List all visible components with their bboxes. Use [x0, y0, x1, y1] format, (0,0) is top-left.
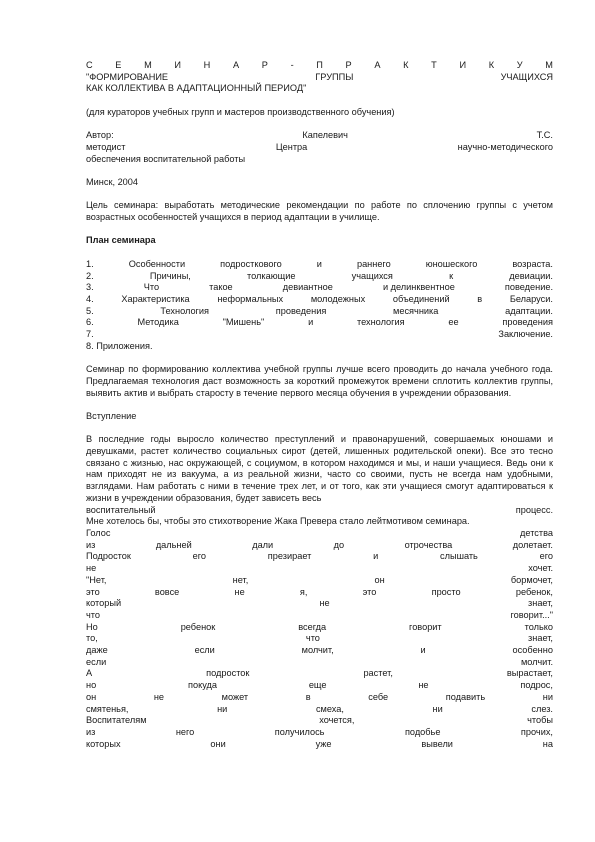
- section-heading: Вступление: [86, 410, 137, 421]
- poem-word: бормочет,: [510, 574, 553, 585]
- plan-item-word: 2.: [86, 270, 94, 281]
- title-letter: М: [144, 60, 152, 70]
- poem-line: [86, 727, 553, 739]
- author-word: методист: [86, 141, 126, 152]
- plan-heading: План семинара: [86, 235, 156, 246]
- poem-word: даже: [86, 645, 108, 656]
- poem-line: [86, 633, 553, 645]
- plan-item-word: Технология: [160, 305, 210, 316]
- poem-word: и: [420, 645, 426, 656]
- poem-word: всегда: [298, 621, 327, 632]
- poem-line: [86, 645, 553, 657]
- title-letter: Р: [261, 60, 268, 70]
- poem-word: не: [234, 586, 245, 597]
- plan-item-word: юношеского: [425, 258, 478, 269]
- poem-word: вырастает,: [506, 668, 553, 679]
- poem-word: он: [374, 574, 385, 585]
- plan-item-word: 7.: [86, 329, 94, 340]
- poem-word: хочет.: [528, 563, 553, 574]
- poem-word: и: [373, 551, 379, 562]
- plan-item-word: объединений: [392, 293, 450, 304]
- poem-word: только: [524, 621, 553, 632]
- poem-line: [86, 739, 553, 751]
- poem-word: ребенок: [180, 621, 216, 632]
- plan-item-word: Беларуси.: [509, 293, 553, 304]
- poem-word: слышать: [440, 551, 478, 562]
- poem-line: [86, 715, 553, 727]
- title-word: "ФОРМИРОВАНИЕ: [86, 71, 169, 82]
- title-letter: Р: [345, 60, 352, 70]
- poem-line: [86, 575, 553, 587]
- poem-line: [86, 610, 553, 622]
- place-year: Минск, 2004: [86, 176, 139, 187]
- plan-item-word: Методика: [137, 317, 179, 328]
- plan-list: [86, 259, 553, 341]
- poem-word: детства: [520, 527, 553, 538]
- poem-word: в: [305, 691, 311, 702]
- poem-word: что: [305, 633, 320, 644]
- plan-item-word: 6.: [86, 317, 94, 328]
- poem-word: подрос,: [520, 680, 553, 691]
- poem-word: Воспитателям: [86, 715, 147, 726]
- poem-line: [86, 622, 553, 634]
- plan-item-word: толкающие: [247, 270, 296, 281]
- title-line-2: [86, 72, 553, 84]
- plan-item-word: Особенности: [128, 258, 186, 269]
- title-letter: М: [545, 60, 553, 70]
- title-letter: -: [290, 60, 294, 70]
- poem-word: они: [210, 738, 226, 749]
- plan-item: [86, 317, 553, 329]
- poem-line: [86, 563, 553, 575]
- poem-word: до: [333, 539, 345, 550]
- poem-word: это: [362, 586, 377, 597]
- plan-item-word: поведение.: [504, 282, 553, 293]
- title-letter: Е: [115, 60, 122, 70]
- plan-item-word: месячника: [393, 305, 439, 316]
- poem-word: "Нет,: [86, 574, 107, 585]
- title-letter: А: [374, 60, 381, 70]
- poem-word: если: [86, 656, 107, 667]
- poem-word: чтобы: [527, 715, 553, 726]
- poem-word: покуда: [188, 680, 217, 691]
- title-letter: С: [86, 60, 93, 70]
- title-letter: И: [174, 60, 182, 70]
- poem-word: из: [86, 539, 96, 550]
- poem-word: говорит...": [510, 609, 553, 620]
- poem-word: вывели: [421, 738, 453, 749]
- author-line-1: [86, 130, 553, 142]
- poem-word: Подросток: [86, 551, 131, 562]
- poem-word: отрочества: [404, 539, 453, 550]
- poem-line: [86, 540, 553, 552]
- author-word: Капелевич: [302, 130, 348, 141]
- plan-item-word: Заключение.: [498, 329, 553, 340]
- document-page: [86, 60, 553, 750]
- title-word: ГРУППЫ: [315, 71, 354, 82]
- poem-word: подросток: [206, 668, 250, 679]
- poem-word: молчит,: [301, 645, 334, 656]
- plan-item: [86, 271, 553, 283]
- plan-item-word: и делинквентное: [382, 282, 455, 293]
- author-line-2: [86, 142, 553, 154]
- plan-item: [86, 306, 553, 318]
- plan-item-word: 4.: [86, 293, 94, 304]
- poem-word: не: [418, 680, 429, 691]
- poem-word: который: [86, 598, 122, 609]
- poem-word: подавить: [445, 691, 486, 702]
- seminar-goal: Цель семинара: выработать методические рекомендации по работе по сплочению группы с учетом возрастных особенностей учащихся в период адаптации в училище.: [86, 200, 553, 223]
- body-word: воспитательный: [86, 504, 156, 515]
- poem-word: не: [319, 598, 330, 609]
- poem-word: но: [86, 680, 97, 691]
- plan-item-word: учащихся: [351, 270, 393, 281]
- plan-item-word: "Мишень": [222, 317, 265, 328]
- plan-item-word: девиантное: [282, 282, 333, 293]
- title-line-3: КАК КОЛЛЕКТИВА В АДАПТАЦИОННЫЙ ПЕРИОД": [86, 83, 307, 94]
- plan-item-word: раннего: [356, 258, 391, 269]
- author-word: Автор:: [86, 130, 114, 141]
- poem-word: просто: [431, 586, 461, 597]
- plan-item-word: проведения: [502, 317, 553, 328]
- poem-word: говорит: [409, 621, 442, 632]
- poem-word: знает,: [528, 598, 553, 609]
- author-word: Центра: [275, 141, 308, 152]
- plan-item-word: к: [449, 270, 454, 281]
- title-letter: И: [459, 60, 467, 70]
- author-word: Т.С.: [536, 130, 553, 141]
- title-letter: К: [488, 60, 495, 70]
- poem-word: из: [86, 726, 96, 737]
- poem-word: долетает.: [512, 539, 553, 550]
- poem-line: [86, 704, 553, 716]
- intro-paragraph: Семинар по формированию коллектива учебной группы лучше всего проводить до начала учебного года. Предлагаемая технология даст возможность за короткий промежуток времени сплотить коллектив группы, выявить актив и выбрать старосту в течение первого месяца обучения в учреждении образования.: [86, 364, 553, 398]
- poem-word: прочих,: [520, 726, 553, 737]
- poem-word: его: [539, 551, 553, 562]
- author-line-3: обеспечения воспитательной работы: [86, 153, 246, 164]
- plan-item: [86, 329, 553, 341]
- plan-item-word: подросткового: [220, 258, 282, 269]
- poem-word: смеха,: [315, 703, 344, 714]
- poem-line: [86, 657, 553, 669]
- poem-word: него: [175, 726, 195, 737]
- title-letter: А: [232, 60, 240, 70]
- body-word: процесс.: [515, 504, 553, 515]
- plan-item-8: 8. Приложения.: [86, 340, 153, 351]
- plan-item-word: неформальных: [217, 293, 284, 304]
- poem-word: Но: [86, 621, 98, 632]
- plan-item-word: и: [316, 258, 322, 269]
- poem-word: что: [86, 609, 101, 620]
- poem-word: дали: [252, 539, 274, 550]
- poem-word: смятенья,: [86, 703, 129, 714]
- poem-line: [86, 668, 553, 680]
- plan-item-word: ее: [448, 317, 459, 328]
- poem-word: ни: [432, 703, 443, 714]
- poem-word: он: [86, 691, 97, 702]
- poem-word: А: [86, 668, 93, 679]
- author-word: научно-методического: [457, 141, 553, 152]
- plan-item-word: Что: [143, 282, 160, 293]
- plan-item-word: 3.: [86, 282, 94, 293]
- poem-word: себе: [368, 691, 389, 702]
- plan-item-word: и: [308, 317, 314, 328]
- poem-word: знает,: [528, 633, 553, 644]
- title-letter: Т: [431, 60, 437, 70]
- poem-word: дальней: [155, 539, 192, 550]
- plan-item-word: девиации.: [509, 270, 553, 281]
- title-letter: К: [403, 60, 409, 70]
- poem-word: я,: [299, 586, 308, 597]
- plan-item: [86, 282, 553, 294]
- poem-word: ни: [217, 703, 228, 714]
- plan-item-word: молодежных: [310, 293, 366, 304]
- plan-item: [86, 259, 553, 271]
- poem-word: это: [86, 586, 100, 597]
- plan-item-word: возраста.: [512, 258, 553, 269]
- poem-line: [86, 587, 553, 599]
- seminar-title: [86, 60, 553, 72]
- plan-item-word: 1.: [86, 258, 94, 269]
- title-word: УЧАЩИХСЯ: [500, 71, 553, 82]
- poem: [86, 528, 553, 750]
- plan-item-word: 5.: [86, 305, 94, 316]
- plan-item-word: Характеристика: [121, 293, 190, 304]
- poem-word: ни: [542, 691, 553, 702]
- body-last-line: [86, 505, 553, 517]
- plan-item-word: адаптации.: [505, 305, 553, 316]
- poem-word: еще: [308, 680, 327, 691]
- plan-item-word: такое: [209, 282, 233, 293]
- plan-item-word: в: [477, 293, 483, 304]
- poem-word: не: [86, 563, 97, 574]
- poem-line: [86, 551, 553, 563]
- poem-word: Голос: [86, 527, 111, 538]
- poem-word: если: [194, 645, 215, 656]
- body-paragraph: В последние годы выросло количество преступлений и правонарушений, совершаемых юношами и девушками, растет количество социальных сирот (детей, лишенных родительской опеки). Все это тесно связано с жизнью, нас окружающей, с социумом, в котором находимся и мы, и наши учащиеся. Ведь они к нам приходят не из вакуума, а из реальной жизни, часто со своими, пусть не всегда нам удобными, взглядами. Нам работать с ними в течение трех лет, и от того, как эти учащиеся смогут адаптироваться к жизни в учреждении образования, будет зависеть весь: [86, 434, 553, 503]
- prevert-intro: Мне хотелось бы, чтобы это стихотворение Жака Превера стало лейтмотивом семинара.: [86, 516, 470, 527]
- poem-word: подобье: [404, 726, 441, 737]
- plan-item-word: технология: [357, 317, 405, 328]
- title-letter: П: [316, 60, 323, 70]
- poem-word: то,: [86, 633, 98, 644]
- poem-word: слез.: [531, 703, 553, 714]
- poem-word: вовсе: [154, 586, 180, 597]
- poem-word: которых: [86, 738, 121, 749]
- poem-word: растет,: [363, 668, 393, 679]
- plan-item: [86, 294, 553, 306]
- poem-word: нет,: [232, 574, 249, 585]
- poem-word: хочется,: [319, 715, 355, 726]
- poem-word: ребенок,: [515, 586, 553, 597]
- title-letter: Н: [203, 60, 211, 70]
- poem-word: особенно: [512, 645, 553, 656]
- plan-item-word: проведения: [275, 305, 327, 316]
- poem-line: [86, 528, 553, 540]
- audience-note: (для кураторов учебных групп и мастеров производственного обучения): [86, 106, 395, 117]
- poem-line: [86, 598, 553, 610]
- poem-word: уже: [315, 738, 332, 749]
- title-letter: У: [516, 60, 523, 70]
- poem-word: на: [542, 738, 553, 749]
- plan-item-word: Причины,: [149, 270, 191, 281]
- poem-word: может: [221, 691, 249, 702]
- poem-line: [86, 692, 553, 704]
- poem-word: его: [192, 551, 207, 562]
- poem-word: получилось: [274, 726, 325, 737]
- poem-line: [86, 680, 553, 692]
- poem-word: не: [153, 691, 164, 702]
- poem-word: презирает: [267, 551, 312, 562]
- poem-word: молчит.: [520, 656, 553, 667]
